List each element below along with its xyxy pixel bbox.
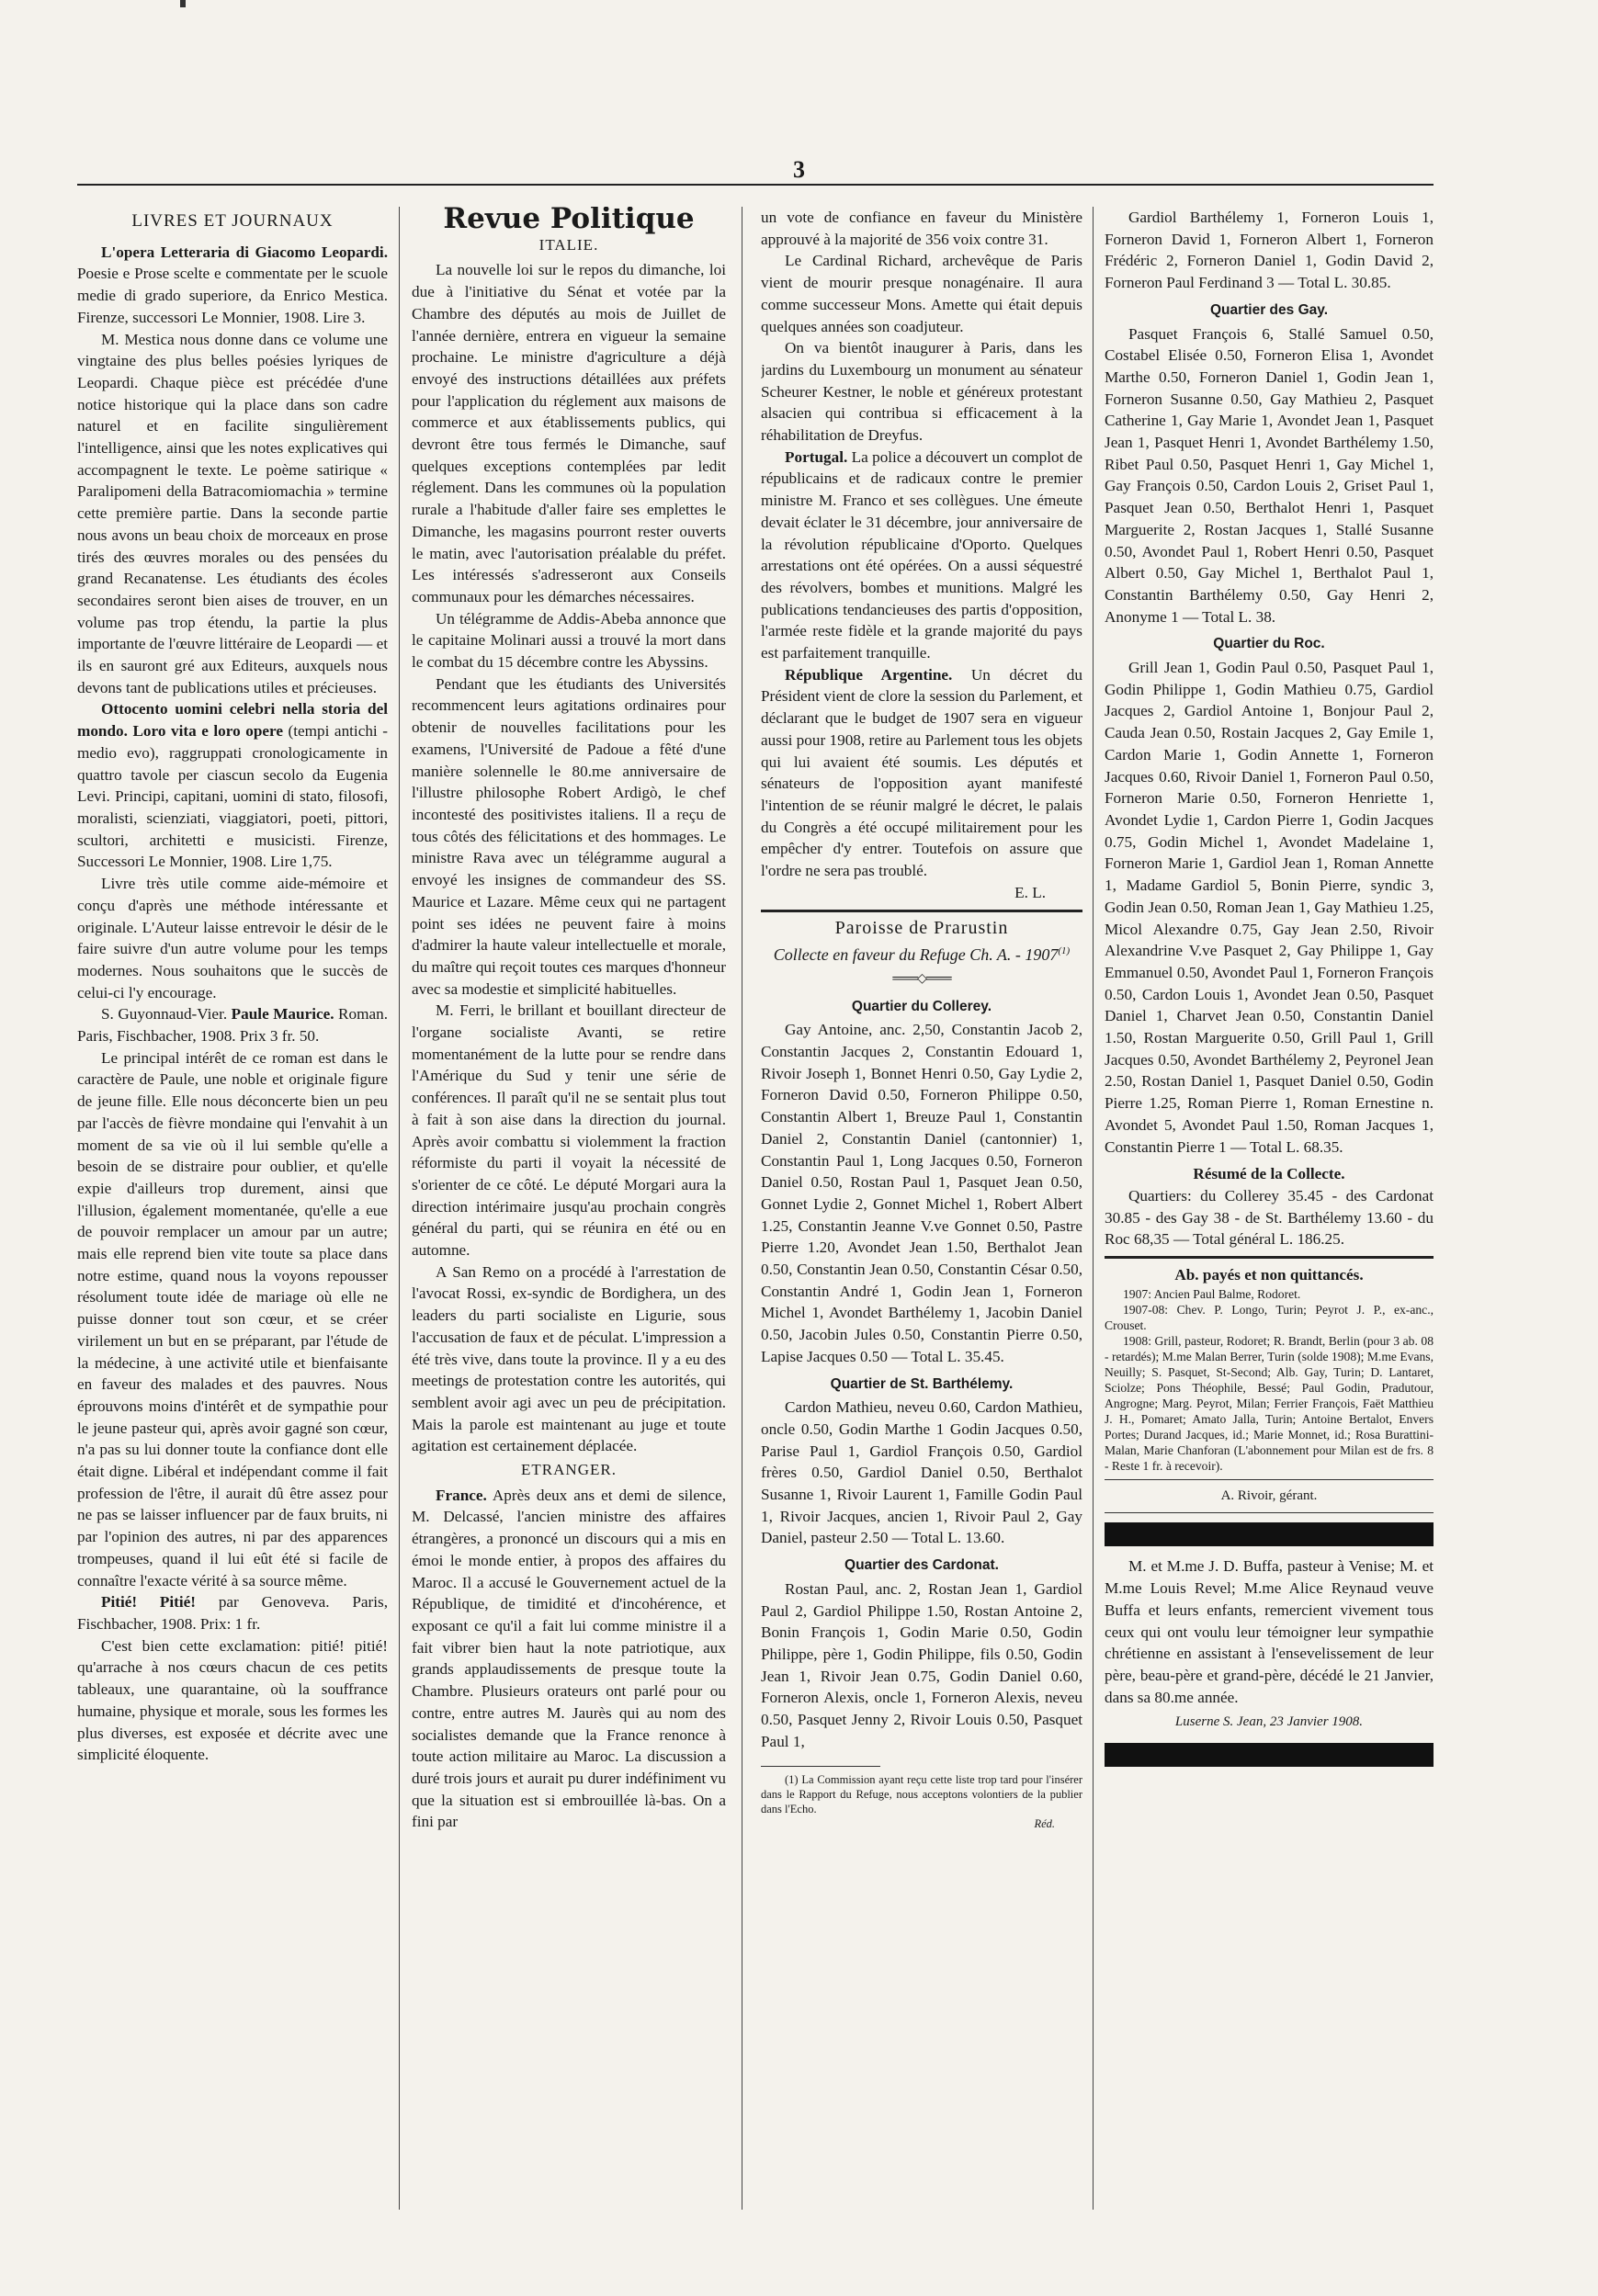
paragraph: M. Mestica nous donne dans ce volume une vingtaine des plus belles poésies lyriques de Leopardi. Chaque pièce est précédée d'une notice historique qui la place dans son cadre naturel et en facilite singulièrement l'intelligence, ainsi que les notes explicatives qui accompagnent le texte. Le poème satirique « Paralipomeni della Batracomiomachia » termine cette première partie. Dans la seconde partie nous avons un beau choix de morceaux en prose tirés des œuvres morales ou des pensées du grand Recanatense. Les étudiants des écoles secondaires seront bien aises de trouver, en un volume pas trop étendu, la partie la plus importante de l'œuvre littéraire de Leopardi — et ils en sauront gré aux Editeurs, auxquels nous devons tant de publications utiles et précieuses. [77,330,388,696]
column-divider [1093,207,1094,2210]
resume-heading: Résumé de la Collecte. [1193,1165,1345,1183]
paragraph: Un télégramme de Addis-Abeba annonce que le capitaine Molinari aussi a trouvé la mort dans le combat du 15 décembre contre les Abyssins. [412,609,726,672]
gerant-signature: A. Rivoir, gérant. [1220,1487,1318,1503]
mourning-band [1105,1522,1434,1546]
quartier-heading: Quartier de St. Barthélemy. [830,1375,1014,1392]
divider [761,1766,880,1767]
quartier-heading: Quartier du Collerey. [851,998,992,1014]
paragraph: Gay Antoine, anc. 2,50, Constantin Jacob 2, Constantin Jacques 2, Constantin Edouard 1, Rivoir Joseph 1, Bonnet Henri 0.50, Gay Lydie 2, Forneron David 0.50, Forneron Philippe 0.50, Constantin Albert 1, Breuze Paul 1, Constantin Daniel 2, Constantin Daniel (cantonnier) 1, Constantin Paul 1, Long Jacques 0.50, Forneron Daniel 0.50, Rostan Paul 1, Pasquet Jean 0.50, Gonnet Lydie 2, Gonnet Michel 1, Robert Albert 1.25, Constantin Jeanne V.ve Gonnet 0.50, Pastre Pierre 1.20, Avondet Jean 1.50, Berthalot Jean 0.50, Constantin Jean 0.50, Constantin César 0.50, Constantin André 1, Godin Jean 1, Forneron Michel 1, Avondet Barthélemy 1, Jacobin Daniel 0.50, Jacobin Jules 0.50, Constantin Pierre 0.50, Lapise Jacques 0.50 — Total L. 35.45. [761,1021,1082,1365]
paragraph: S. Guyonnaud-Vier. Paule Maurice. Roman. Paris, Fischbacher, 1908. Prix 3 fr. 50. [77,1005,388,1046]
footnote: (1) La Commission ayant reçu cette liste trop tard pour l'insérer dans le Rapport du Refuge, nous acceptons volontiers de la publier dans l'Echo. Réd. [761,1772,1082,1830]
paragraph: L'opera Letteraria di Giacomo Leopardi. Poesie e Prose scelte e commentate per le scuole medie di grado superiore, da Enrico Mestica. Firenze, successori Le Monnier, 1908. Lire 3. [77,243,388,326]
collecte-title: Paroisse de Prarustin [834,917,1009,938]
paragraph: France. Après deux ans et demi de silence, M. Delcassé, l'ancien ministre des affaires étrangères, a prononcé un discours qui a mis en émoi le monde entier, à propos des affaires du Maroc. Il a accusé le Gouvernement actuel de la République, de timidité et d'incohérence, et exposant ce qu'il a fait lui comme ministre il a fait vibrer bien haut la note patriotique, aux grands applaudissements de presque toute la Chambre. Plusieurs orateurs ont parlé pour ou contre, entre autres M. Jaurès qui au nom des socialistes demande que la France renonce à toute action militaire au Maroc. La discussion a duré trois jours et aurait pu durer indéfiniment vu que la situation est si embrouillée là-bas. On a fini par [412,1486,726,1831]
subsection-title: ITALIE. [538,235,599,254]
paragraph: La nouvelle loi sur le repos du dimanche, loi due à l'initiative du Sénat et votée par la Chambre des députés au mois de Juillet de l'année dernière, entrera en vigueur la semaine prochaine. Le ministre d'agriculture a déjà envoyé des instructions détaillées aux préfets pour l'application du réglement aux maisons de commerce et aux établissements publics, qui devront être tous fermés le Dimanche, sauf quelques exceptions contemplées par ledit réglement. Dans les communes où la population rurale a l'habitude d'aller faire ses emplettes le Dimanche, les magasins pourront rester ouverts le matin, avec l'autorisation préalable du préfet. Les intéressés s'adresseront aux Conseils communaux pour les démarches nécessaires. [412,261,726,605]
column-divider [399,207,400,2210]
paragraph: Ottocento uomini celebri nella storia del mondo. Loro vita e loro opere (tempi antichi - medio evo), raggruppati cronologicamente in quattro tavole per ciascun secolo da Eugenia Levi. Principi, capitani, uomini di stato, filosofi, moralisti, scienziati, viaggiatori, poeti, pittori, scultori, architetti e musicisti. Firenze, Successori Le Monnier, 1908. Lire 1,75. [77,700,388,871]
page-number: 3 [793,156,805,183]
paragraph: Portugal. La police a découvert un complot de républicains et de radicaux contre le premier ministre M. Franco et ses collègues. Une émeute devait éclater le 31 décembre, jour anniversaire de la révolution républicaine d'Oporto. Quelques arrestations ont été opérées. On a aussi séquestré des révolvers, bombes et munitions. Malgré les publications tendancieuses des partis d'opposition, l'armée reste fidèle et la grande majorité du pays est parfaitement tranquille. [761,447,1082,662]
paragraph: A San Remo on a procédé à l'arrestation de l'avocat Rossi, ex-syndic de Bordighera, un des leaders du parti socialiste en Ligurie, sous l'accusation de faux et de péculat. L'impression a été très vive, dans toute la province. Il y a eu des meetings de protestation contre les autorités, qui semblent avoir agi avec un peu de précipitation. Mais la parole est maintenant au juge et toute agitation est certainement déplacée. [412,1262,726,1455]
print-mark [180,0,186,7]
paragraph: République Argentine. Un décret du Président vient de clore la session du Parlement, et déclarant que le budget de 1907 sera en vigueur aussi pour 1908, retire au Parlement tous les objets qui lui avaient été soumis. Les députés et sénateurs de l'opposition ayant manifesté l'intention de se réunir malgré le décret, le palais du Congrès a été occupé militairement pour les empêcher d'y entrer. Toutefois on assure que l'ordre ne sera pas troublé. [761,665,1082,880]
paragraph: On va bientôt inaugurer à Paris, dans les jardins du Luxembourg un monument au sénateur Scheurer Kestner, le noble et généreux protestant alsacien qui contribua si efficacement à la réhabilitation de Dreyfus. [761,339,1082,445]
paragraph: un vote de confiance en faveur du Ministère approuvé à la majorité de 356 voix contre 31. [761,209,1082,248]
quartier-heading: Quartier des Gay. [1209,301,1329,318]
paragraph: Pasquet François 6, Stallé Samuel 0.50, Costabel Elisée 0.50, Forneron Elisa 1, Avondet Marthe 0.50, Forneron Daniel 1, Godin Jean 1, Forneron Susanne 0.50, Gay Mathieu 2, Pasquet Catherine 1, Gay Marie 1, Avondet Jean 1, Pasquet Jean 1, Pasquet Henri 1, Avondet Barthélemy 1.50, Ribet Paul 0.50, Pasquet Henri 1, Gay Michel 1, Gay François 0.50, Cardon Louis 2, Griset Paul 1, Pasquet Jean 0.50, Berthalot Henri 1, Pasquet Marguerite 2, Rostan Jacques 1, Stallé Susanne 0.50, Avondet Paul 1, Robert Henri 0.50, Pasquet Albert 0.50, Gay Michel 1, Berthalot Paul 1, Constantin Barthélemy 0.50, Gay Henri 2, Anonyme 1 — Total L. 38. [1105,324,1434,626]
divider [761,910,1082,912]
ornament-icon: ═══◇═══ [892,971,951,986]
quartier-heading: Quartier du Roc. [1213,636,1325,652]
paragraph: C'est bien cette exclamation: pitié! pitié! qu'arrache à nos cœurs chacun de ces petits tableaux, une quarantaine, où la souffrance humaine, physique et morale, sous les formes les plus diverses, est exposée et décrite avec une simplicité éloquente. [77,1636,388,1764]
divider [1105,1479,1434,1480]
abonnements-heading: Ab. payés et non quittancés. [1174,1266,1364,1284]
paragraph: Le Cardinal Richard, archevêque de Paris vient de mourir presque nonagénaire. Il aura comme successeur Mons. Amette qui était depuis quelques années son coadjuteur. [761,252,1082,335]
paragraph: Grill Jean 1, Godin Paul 0.50, Pasquet Paul 1, Godin Philippe 1, Godin Mathieu 0.75, Gardiol Jacques 2, Gardiol Antoine 1, Bonjour Paul 2, Cauda Jean 0.50, Rostain Jacques 2, Gay Emile 1, Cardon Marie 1, Godin Annette 1, Forneron Jacques 0.60, Rivoir Daniel 1, Forneron Paul 0.50, Forneron Marie 0.50, Forneron Henriette 1, Avondet Lydie 1, Cardon Pierre 1, Godin Jacques 0.75, Godin Michel 1, Avondet Madelaine 1, Forneron Marie 1, Gardiol Jean 1, Roman Annette 1, Madame Gardiol 5, Bonin Pierre, syndic 3, Godin Jean 0.50, Roman Jean 1, Gay Mathieu 1.25, Micol Alexandre 0.75, Gay Jean 2.50, Rivoir Alexandrine V.ve Pasquet 2, Gay Philippe 1, Gay Emmanuel 0.50, Avondet Paul 1, Forneron François 0.50, Cardon Louis 1, Avondet Jean 0.50, Pasquet Daniel 1, Charvet Jean 0.50, Constantin Daniel 1.50, Rostan Marguerite 0.50, Grill Paul 1, Grill Jacques 0.50, Avondet Barthélemy 2, Peyronel Jean 2.50, Rostan Daniel 1, Pasquet Daniel 0.50, Godin Pierre 1.25, Roman Pierre 1, Roman Ernestine n. Avondet 5, Avondet Paul 1.50, Roman Jacques 1, Constantin Pierre 1 — Total L. 68.35. [1105,659,1434,1156]
paragraph: Cardon Mathieu, neveu 0.60, Cardon Mathieu, oncle 0.50, Godin Marthe 1 Godin Jacques 0.50, Parise Paul 1, Gardiol François 0.50, Gardiol frères 0.50, Gardiol Daniel 0.50, Berthalot Susanne 1, Rivoir Laurent 1, Famille Godin Paul 1, Rivoir Jacques, ancien 1, Rivoir Paul 2, Gay Daniel, pasteur 2.50 — Total L. 13.60. [761,1398,1082,1547]
paragraph: Le principal intérêt de ce roman est dans le caractère de Paule, une noble et originale figure de jeune fille. Elle nous déconcerte bien un peu par l'accès de fièvre mondaine qui l'envahit à un moment de sa vie où il lui semble qu'elle a besoin de se distraire pour oublier, et qu'elle expie d'ailleurs trop durement, ainsi que l'illusion, également momentanée, qu'elle a eue de pouvoir remplacer un amour par un autre; mais elle reprend bien vite toute sa place dans notre estime, quand nous la voyons repousser résolument toute idée de mariage où elle ne puisse donner tout son cœur, et se créer virilement un but en se préparant, par l'étude de la médecine, à une activité utile et bienfaisante en faveur des malades et des pauvres. Nous éprouvons moins d'intérêt et de sympathie pour le jeune pasteur qui, après avoir gagné son cœur, n'a pas su lui donner toute la confiance dont elle était digne. Libéral et indépendant comme il fait profession de l'être, il aurait dû être assez pour ne pas se laisser influencer par de faux bruits, ni par l'opinion des autres, ni par des apparences trompeuses, quand il lui eût été si facile de connaître l'exacte vérité à sa source même. [77,1048,388,1589]
column-livres [77,207,388,2246]
collecte-subtitle: Collecte en faveur du Refuge Ch. A. - 1907$^{(1)}$ [773,945,1071,965]
header-rule [77,184,1434,186]
signature: E. L. [1014,883,1046,901]
column-revue-suite [761,207,1082,2246]
paragraph: M. Ferri, le brillant et bouillant directeur de l'organe socialiste Avanti, se retire momentanément de la lutte pour se rendre dans l'Amérique du Sud y tenir une série de conférences. Il paraît qu'il ne se sentait plus tout à fait à son aise dans la direction du journal. Après avoir combattu si violemment la fraction réformiste du parti il voyait la nécessité de s'orienter de ce côté. Le député Morgari aura la direction intérimaire jusqu'au prochain congrès général du parti, qui se réunira en été ou en automne. [412,1001,726,1260]
paragraph: Rostan Paul, anc. 2, Rostan Jean 1, Gardiol Paul 2, Gardiol Philippe 1.50, Rostan Antoine 2, Bonin François 1, Godin Marie 0.50, Godin Philippe, père 1, Godin Philippe, fils 0.50, Godin Jean 1, Rivoir Jean 0.75, Godin Daniel 0.60, Forneron Alexis, oncle 1, Forneron Alexis, neveu 0.50, Pasquet Jenny 2, Rivoir Louis 0.50, Pasquet Paul 1, [761,1579,1082,1750]
place-date: Luserne S. Jean, 23 Janvier 1908. [1174,1714,1364,1730]
column-collecte-suite [1105,207,1434,2246]
section-title: Revue Politique [443,207,695,235]
paragraph: Pendant que les étudiants des Universités recommencent leurs agitations ordinaires pour obtenir de nouvelles facilitations pour les examens, l'Université de Padoue a fêté d'une manière solennelle le 80.me anniversaire de l'illustre philosophe Robert Ardigò, le chef incontesté des positivistes italiens. Il a reçu de tous côtés des félicitations et des hommages. Le ministre Rava avec un télégramme augural a envoyé les insignes de commandeur des SS. Maurice et Lazare. Même ceux qui ne partagent point ses idées ne peuvent faire à moins d'admirer la haute valeur intellectuelle et morale, du maître qui reçoit toutes ces marques d'honneur avec sa modestie et simplicité habituelles. [412,674,726,998]
paragraph: Livre très utile comme aide-mémoire et conçu d'après une méthode intéressante et originale. L'Auteur laisse entrevoir le désir de le faire suivre d'un autre volume pour les temps modernes. Nous souhaitons que le succès de celui-ci l'y encourage. [77,875,388,1001]
paragraph: Quartiers: du Collerey 35.45 - des Cardonat 30.85 - des Gay 38 - de St. Barthélemy 13.60 - du Roc 68,35 — Total général L. 186.25. [1105,1186,1434,1249]
abonnements-list: 1907: Ancien Paul Balme, Rodoret. 1907-08: Chev. P. Longo, Turin; Peyrot J. P., ex-anc., Crouset. 1908: Grill, pasteur, Rodoret; R. Brandt, Berlin (pour 3 ab. 08 - retardés); M.me Malan Berrer, Turin (solde 1908); M.me Evans, Neuilly; S. Pasquet, St-Second; Alb. Gay, Turin; D. Lantaret, Sciolze; Pons Théophile, Bessé; Paul Godin, Pradutour, Angrogne; Marg. Peyrot, Milan; Ferrier François, Faët Matthieu J. H., Pomaret; Amato Jalla, Turin; Antoine Bertalot, Envers Portes; Durand Jacques, id.; Marie Monnet, id.; Rosa Burattini-Malan, Marie Chanforan (L'abonnement pour Milan est de frs. 8 - Reste 1 fr. à recevoir). [1105,1286,1434,1473]
paragraph: Pitié! Pitié! par Genoveva. Paris, Fischbacher, 1908. Prix: 1 fr. [77,1593,388,1633]
subsection-title: ETRANGER. [521,1461,617,1479]
column-revue-politique [412,207,726,2246]
mourning-band [1105,1743,1434,1767]
quartier-heading: Quartier des Cardonat. [844,1557,999,1574]
paragraph: Gardiol Barthélemy 1, Forneron Louis 1, Forneron David 1, Forneron Albert 1, Forneron Frédéric 2, Forneron Daniel 1, Godin David 2, Forneron Paul Ferdinand 3 — Total L. 30.85. [1105,209,1434,292]
divider [1105,1512,1434,1513]
section-title: LIVRES ET JOURNAUX [131,211,334,231]
remerciements-notice: M. et M.me J. D. Buffa, pasteur à Venise; M. et M.me Louis Revel; M.me Alice Reynaud veuve Buffa et leurs enfants, remercient vivement tous ceux qui ont voulu leur témoigner leur sympathie chrétienne en assistant à l'ensevelissement de leur père, beau-père et grand-père, décédé le 21 Janvier, dans sa 80.me année. [1105,1557,1434,1706]
divider [1105,1256,1434,1259]
